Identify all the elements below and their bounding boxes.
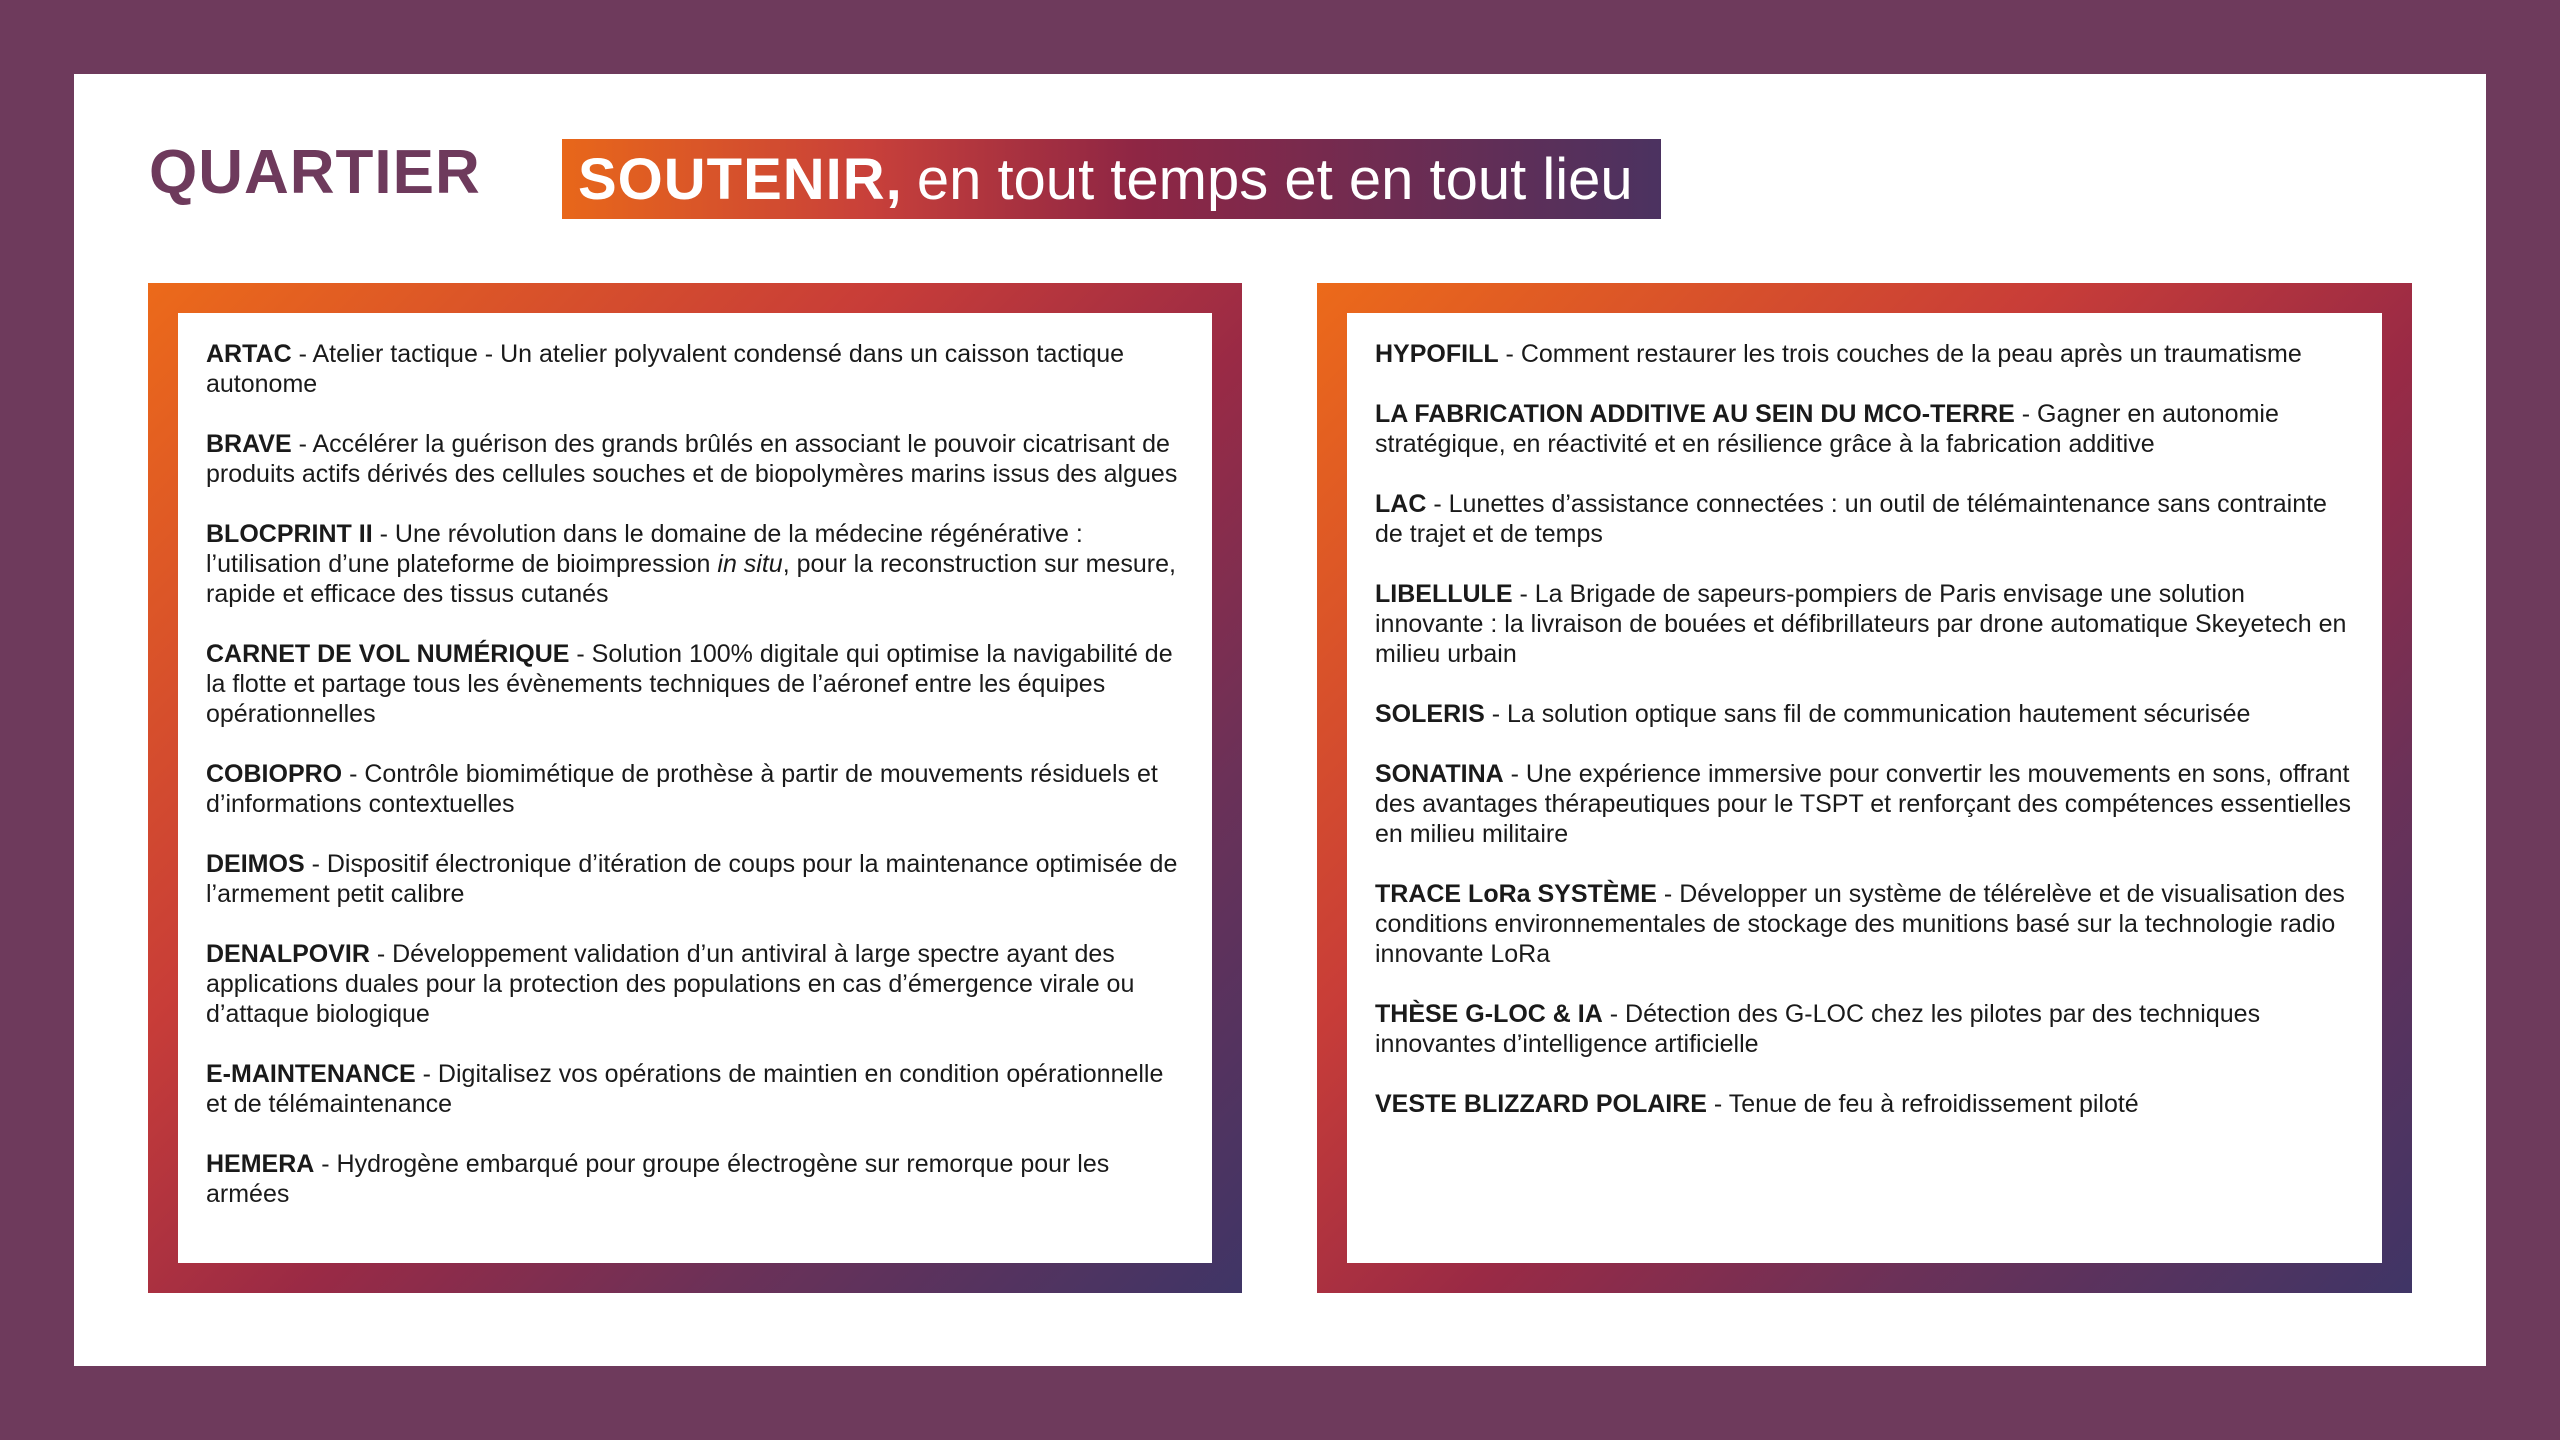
item-title: BLOCPRINT II <box>206 520 373 548</box>
item-text: - Une expérience immersive pour convertir les mouvements en sons, offrant des avantages thérapeutiques pour le TSPT et renforçant des compétences essentielles en milieu militaire <box>1375 760 2352 848</box>
item-text: - Une révolution dans le domaine de la médecine régénérative : l’utilisation d’une plateforme de bioimpression <box>206 520 1083 578</box>
item-title: COBIOPRO <box>206 760 343 788</box>
section-title: QUARTIER <box>149 138 481 207</box>
item-title: SOLERIS <box>1375 700 1485 728</box>
list-item <box>206 339 1184 399</box>
list-item <box>206 639 1184 729</box>
left-card <box>148 283 1242 1293</box>
list-item <box>1375 399 2354 459</box>
banner-subtitle: en tout temps et en tout lieu <box>916 146 1633 212</box>
item-title: HYPOFILL <box>1375 340 1499 368</box>
list-item <box>1375 489 2354 549</box>
item-text: - Développement validation d’un antiviral à large spectre ayant des applications duales pour la protection des populations en cas d’émergence virale ou d’attaque biologique <box>206 940 1135 1028</box>
item-title: VESTE BLIZZARD POLAIRE <box>1375 1090 1707 1118</box>
item-title: LA FABRICATION ADDITIVE AU SEIN DU MCO-TERRE <box>1375 400 2015 428</box>
item-title: THÈSE G-LOC & IA <box>1375 1000 1603 1028</box>
list-item <box>1375 699 2354 729</box>
item-title: ARTAC <box>206 340 292 368</box>
item-text: - Contrôle biomimétique de prothèse à partir de mouvements résiduels et d’informations contextuelles <box>206 760 1158 818</box>
item-text: - Accélérer la guérison des grands brûlés en associant le pouvoir cicatrisant de produits actifs dérivés des cellules souches et de biopolymères marins issus des algues <box>206 430 1178 488</box>
item-text-continued: , pour la reconstruction sur mesure, rapide et efficace des tissus cutanés <box>206 550 1176 608</box>
item-title: TRACE LoRa SYSTÈME <box>1375 880 1657 908</box>
list-item <box>1375 579 2354 669</box>
item-text: - La solution optique sans fil de communication hautement sécurisée <box>1484 700 2251 728</box>
item-title: BRAVE <box>206 430 292 458</box>
list-item <box>1375 999 2354 1059</box>
item-text: - Lunettes d’assistance connectées : un outil de télémaintenance sans contrainte de trajet et de temps <box>1375 490 2327 548</box>
item-text: - La Brigade de sapeurs-pompiers de Paris envisage une solution innovante : la livraison de bouées et défibrillateurs par drone automatique Skeyetech en milieu urbain <box>1375 580 2347 668</box>
item-text: - Dispositif électronique d’itération de coups pour la maintenance optimisée de l’armement petit calibre <box>206 850 1178 908</box>
right-card <box>1317 283 2412 1293</box>
item-title: CARNET DE VOL NUMÉRIQUE <box>206 640 570 668</box>
right-card-content <box>1347 313 2382 1263</box>
item-text: - Gagner en autonomie stratégique, en réactivité et en résilience grâce à la fabrication additive <box>1375 400 2279 458</box>
item-text: - Digitalisez vos opérations de maintien en condition opérationnelle et de télémaintenance <box>206 1060 1164 1118</box>
item-title: DEIMOS <box>206 850 305 878</box>
item-title: LAC <box>1375 490 1427 518</box>
list-item <box>206 939 1184 1029</box>
list-item <box>206 759 1184 819</box>
slide-panel <box>74 74 2486 1366</box>
list-item <box>1375 879 2354 969</box>
item-text: - Hydrogène embarqué pour groupe électrogène sur remorque pour les armées <box>206 1150 1110 1208</box>
item-text: - Atelier tactique - Un atelier polyvalent condensé dans un caisson tactique autonome <box>206 340 1125 398</box>
list-item <box>206 1059 1184 1119</box>
left-card-content <box>178 313 1212 1263</box>
list-item <box>206 429 1184 489</box>
banner-bold-text: SOUTENIR, <box>578 146 903 212</box>
list-item <box>1375 759 2354 849</box>
item-text: - Comment restaurer les trois couches de la peau après un traumatisme <box>1498 340 2302 368</box>
item-text: - Solution 100% digitale qui optimise la navigabilité de la flotte et partage tous les évènements techniques de l’aéronef entre les équipes opérationnelles <box>206 640 1173 728</box>
list-item <box>1375 1089 2354 1119</box>
item-text: - Détection des G-LOC chez les pilotes par des techniques innovantes d’intelligence artificielle <box>1375 1000 2261 1058</box>
item-title: LIBELLULE <box>1375 580 1513 608</box>
item-italic-text: in situ <box>717 550 783 578</box>
item-title: HEMERA <box>206 1150 315 1178</box>
item-title: SONATINA <box>1375 760 1504 788</box>
list-item <box>206 519 1184 609</box>
item-text: - Développer un système de télérelève et de visualisation des conditions environnementales de stockage des munitions basé sur la technologie radio innovante LoRa <box>1375 880 2345 968</box>
banner <box>562 139 1661 219</box>
list-item <box>206 1149 1184 1209</box>
list-item <box>1375 339 2354 369</box>
list-item <box>206 849 1184 909</box>
item-text: - Tenue de feu à refroidissement piloté <box>1706 1090 2139 1118</box>
item-title: E-MAINTENANCE <box>206 1060 416 1088</box>
item-title: DENALPOVIR <box>206 940 370 968</box>
